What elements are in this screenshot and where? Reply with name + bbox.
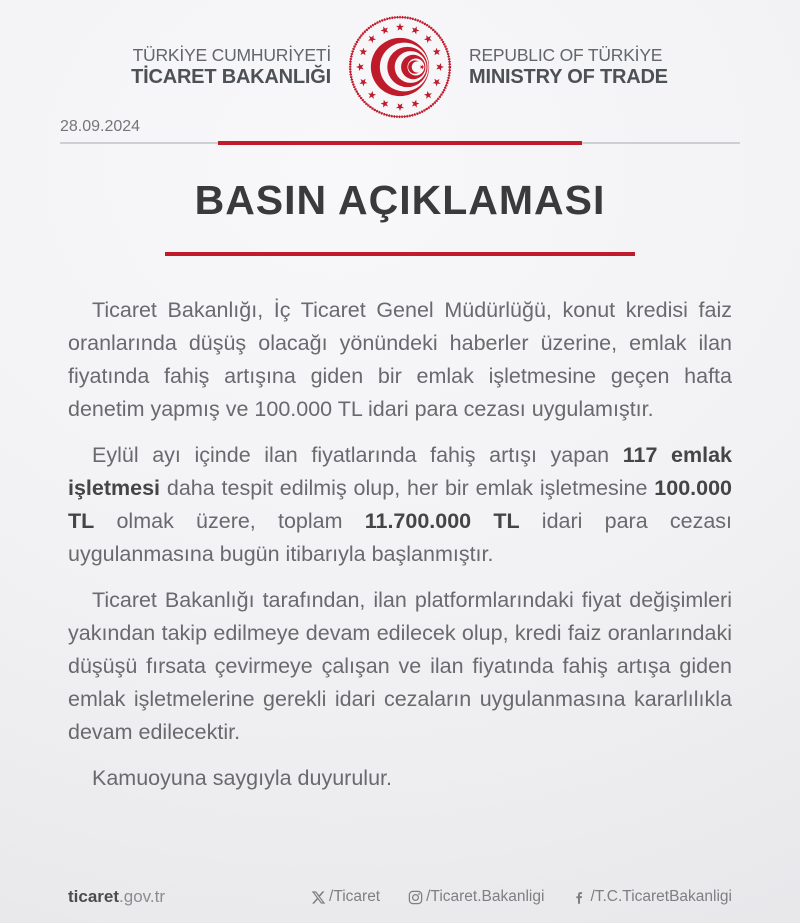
x-handle: /Ticaret (329, 888, 381, 905)
social-links (311, 888, 732, 906)
closing-line: Kamuoyuna saygıyla duyurulur. (92, 766, 392, 790)
p2-text-1: Eylül ayı içinde ilan fiyatlarında fahiş artışı yapan (92, 443, 623, 467)
page-title: BASIN AÇIKLAMASI (194, 177, 606, 223)
x-social-link[interactable] (311, 888, 380, 906)
ministry-emblem-icon (347, 14, 453, 120)
date: 28.09.2024 (60, 118, 141, 135)
header-divider (60, 141, 740, 145)
header (0, 0, 800, 120)
x-icon (311, 890, 326, 905)
org-tr-line2: TİCARET BAKANLIĞI (131, 65, 331, 88)
p2-text-3: olmak üzere, toplam (94, 509, 365, 533)
org-name-turkish (79, 45, 331, 89)
website-rest-part: .gov.tr (119, 887, 166, 906)
title-underline (165, 252, 635, 256)
p2-text-2: daha tespit edilmiş olup, her bir emlak işletmesine (160, 476, 655, 500)
org-en-line1: REPUBLIC OF TÜRKİYE (469, 44, 663, 65)
p2-bold-fine: 100.000 TL (68, 476, 732, 533)
footer (68, 887, 732, 907)
org-name-english (469, 45, 721, 89)
website-link[interactable] (68, 887, 165, 907)
paragraph-3: Ticaret Bakanlığı tarafından, ilan platformlarındaki fiyat değişimleri yakından takip edilmeye devam edilecek olup, kredi faiz oranlarındaki düşüşü fırsata çevirmeye çalışan ve ilan fiyatında fahiş artışa giden emlak işletmelerine gerekli idari cezaların uygulanmasına kararlılıkla devam edilecektir. (68, 588, 732, 744)
paragraph-2 (68, 439, 732, 571)
divider-red-segment (218, 141, 582, 145)
instagram-handle: /Ticaret.Bakanligi (426, 888, 545, 905)
press-release-body (68, 294, 732, 795)
org-tr-line1: TÜRKİYE CUMHURİYETİ (132, 44, 331, 65)
facebook-handle: /T.C.TicaretBakanligi (590, 888, 732, 905)
date-row (0, 118, 800, 145)
instagram-icon (408, 890, 423, 905)
paragraph-1: Ticaret Bakanlığı, İç Ticaret Genel Müdürlüğü, konut kredisi faiz oranlarında düşüş olacağı yönündeki haberler üzerine, emlak ilan fiyatında fahiş artışına giden bir emlak işletmesine geçen hafta denetim yapmış ve 100.000 TL idari para cezası uygulamıştır. (68, 298, 732, 421)
instagram-social-link[interactable] (408, 888, 544, 906)
p2-text-4: idari para cezası uygulanmasına bugün itibarıyla başlanmıştır. (68, 509, 733, 566)
p2-bold-total: 11.700.000 TL (364, 509, 520, 533)
facebook-social-link[interactable] (572, 888, 732, 906)
website-bold-part: ticaret (68, 887, 120, 906)
facebook-icon (572, 890, 587, 905)
p2-bold-count: 117 emlak işletmesi (68, 443, 732, 500)
org-en-line2: MINISTRY OF TRADE (469, 65, 668, 88)
